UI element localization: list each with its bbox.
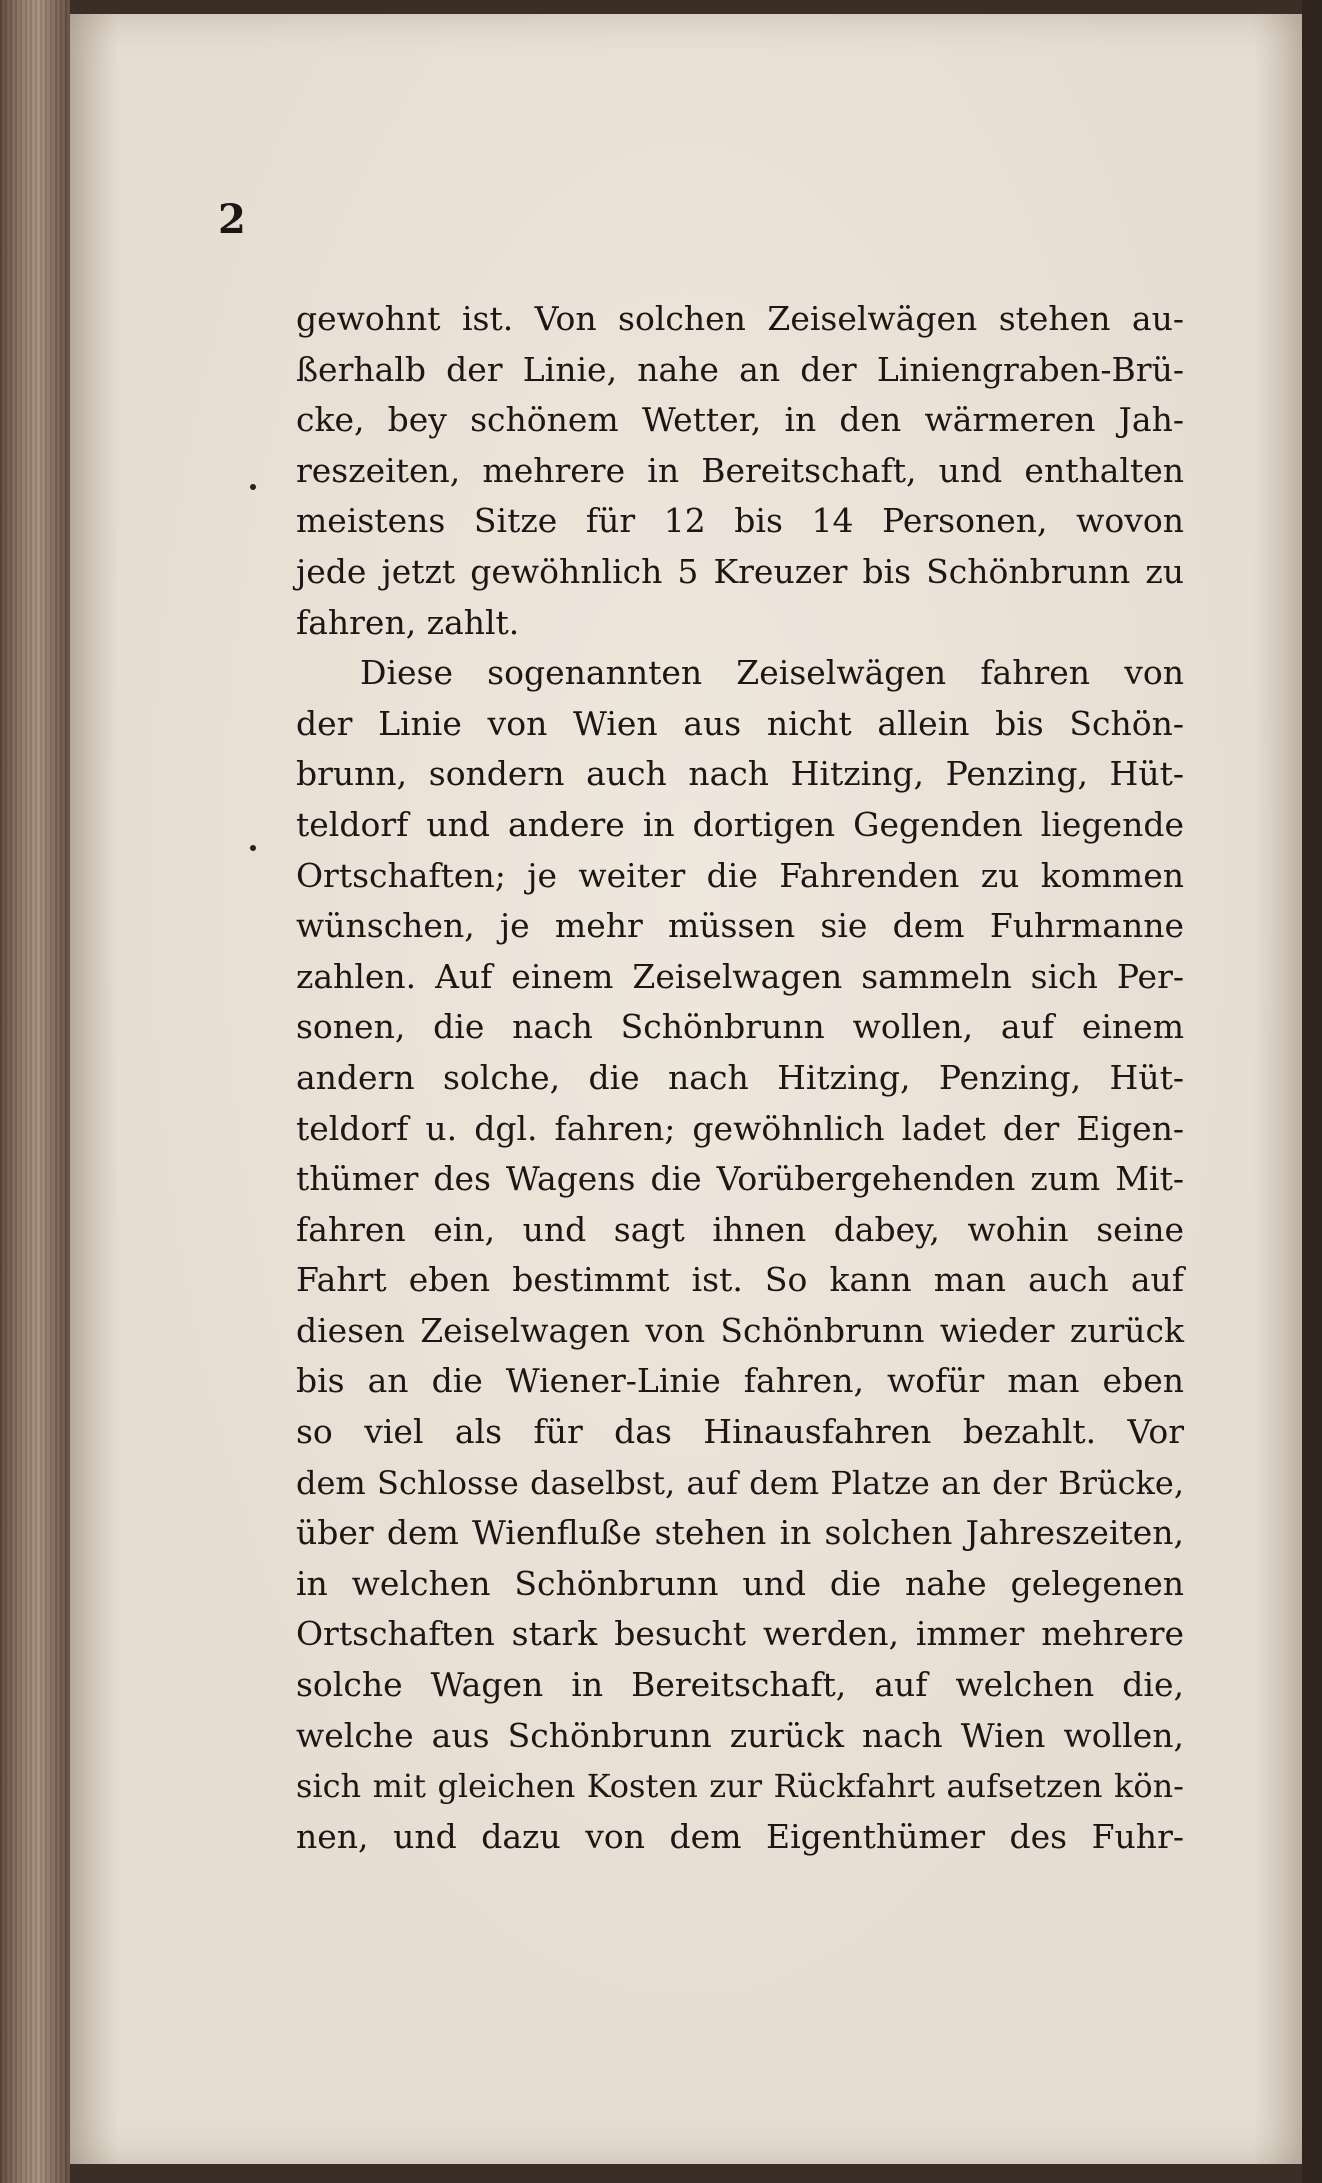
page-number: 2	[218, 196, 246, 243]
text-line: Ortschaften stark besucht werden, immer mehrere	[296, 1614, 1184, 1654]
text-line: in welchen Schönbrunn und die nahe gelegenen	[296, 1563, 1184, 1603]
text-line: wünschen, je mehr müssen sie dem Fuhrmanne	[296, 906, 1184, 946]
text-line: andern solche, die nach Hitzing, Penzing, Hüt-	[296, 1057, 1184, 1097]
body-text	[296, 294, 1184, 1862]
text-line: über dem Wienfluße stehen in solchen Jahreszeiten,	[296, 1513, 1184, 1553]
text-line: reszeiten, mehrere in Bereitschaft, und enthalten	[296, 450, 1184, 490]
text-line: cke, bey schönem Wetter, in den wärmeren Jah-	[296, 400, 1184, 440]
page-right-edge	[1302, 0, 1322, 2183]
book-spine-edge	[0, 0, 70, 2183]
text-line: gewohnt ist. Von solchen Zeiselwägen stehen au-	[296, 299, 1184, 338]
text-line: dem Schlosse daselbst, auf dem Platze an der Brücke,	[296, 1463, 1184, 1502]
text-line: Ortschaften; je weiter die Fahrenden zu kommen	[296, 855, 1184, 895]
text-line: welche aus Schönbrunn zurück nach Wien wollen,	[296, 1715, 1184, 1755]
text-line: meistens Sitze für 12 bis 14 Personen, wovon	[296, 501, 1184, 541]
text-line: teldorf u. dgl. fahren; gewöhnlich ladet der Eigen-	[296, 1108, 1184, 1148]
text-line: diesen Zeiselwagen von Schönbrunn wieder zurück	[296, 1310, 1184, 1350]
text-line: solche Wagen in Bereitschaft, auf welchen die,	[296, 1665, 1184, 1705]
text-line: der Linie von Wien aus nicht allein bis Schön-	[296, 703, 1184, 743]
text-line: fahren, zahlt.	[296, 602, 520, 642]
margin-speck	[250, 845, 256, 851]
text-line: jede jetzt gewöhnlich 5 Kreuzer bis Schönbrunn zu	[296, 551, 1184, 591]
margin-speck	[250, 484, 256, 490]
text-line: so viel als für das Hinausfahren bezahlt. Vor	[296, 1412, 1184, 1452]
text-line: Fahrt eben bestimmt ist. So kann man auch auf	[296, 1260, 1184, 1300]
text-line: zahlen. Auf einem Zeiselwagen sammeln sich Per-	[296, 956, 1184, 996]
text-line: thümer des Wagens die Vorübergehenden zum Mit-	[296, 1159, 1184, 1199]
text-line: fahren ein, und sagt ihnen dabey, wohin seine	[296, 1209, 1184, 1249]
text-line: sich mit gleichen Kosten zur Rückfahrt aufsetzen kön-	[296, 1767, 1184, 1806]
text-line: bis an die Wiener-Linie fahren, wofür man eben	[296, 1361, 1184, 1401]
text-line: teldorf und andere in dortigen Gegenden liegende	[296, 804, 1184, 844]
text-line: Diese sogenannten Zeiselwägen fahren von	[360, 653, 1184, 693]
text-line: sonen, die nach Schönbrunn wollen, auf einem	[296, 1007, 1184, 1047]
text-line: ßerhalb der Linie, nahe an der Liniengraben-Brü-	[296, 349, 1184, 389]
text-line: nen, und dazu von dem Eigenthümer des Fuhr-	[296, 1816, 1184, 1856]
text-line: brunn, sondern auch nach Hitzing, Penzing, Hüt-	[296, 754, 1184, 794]
